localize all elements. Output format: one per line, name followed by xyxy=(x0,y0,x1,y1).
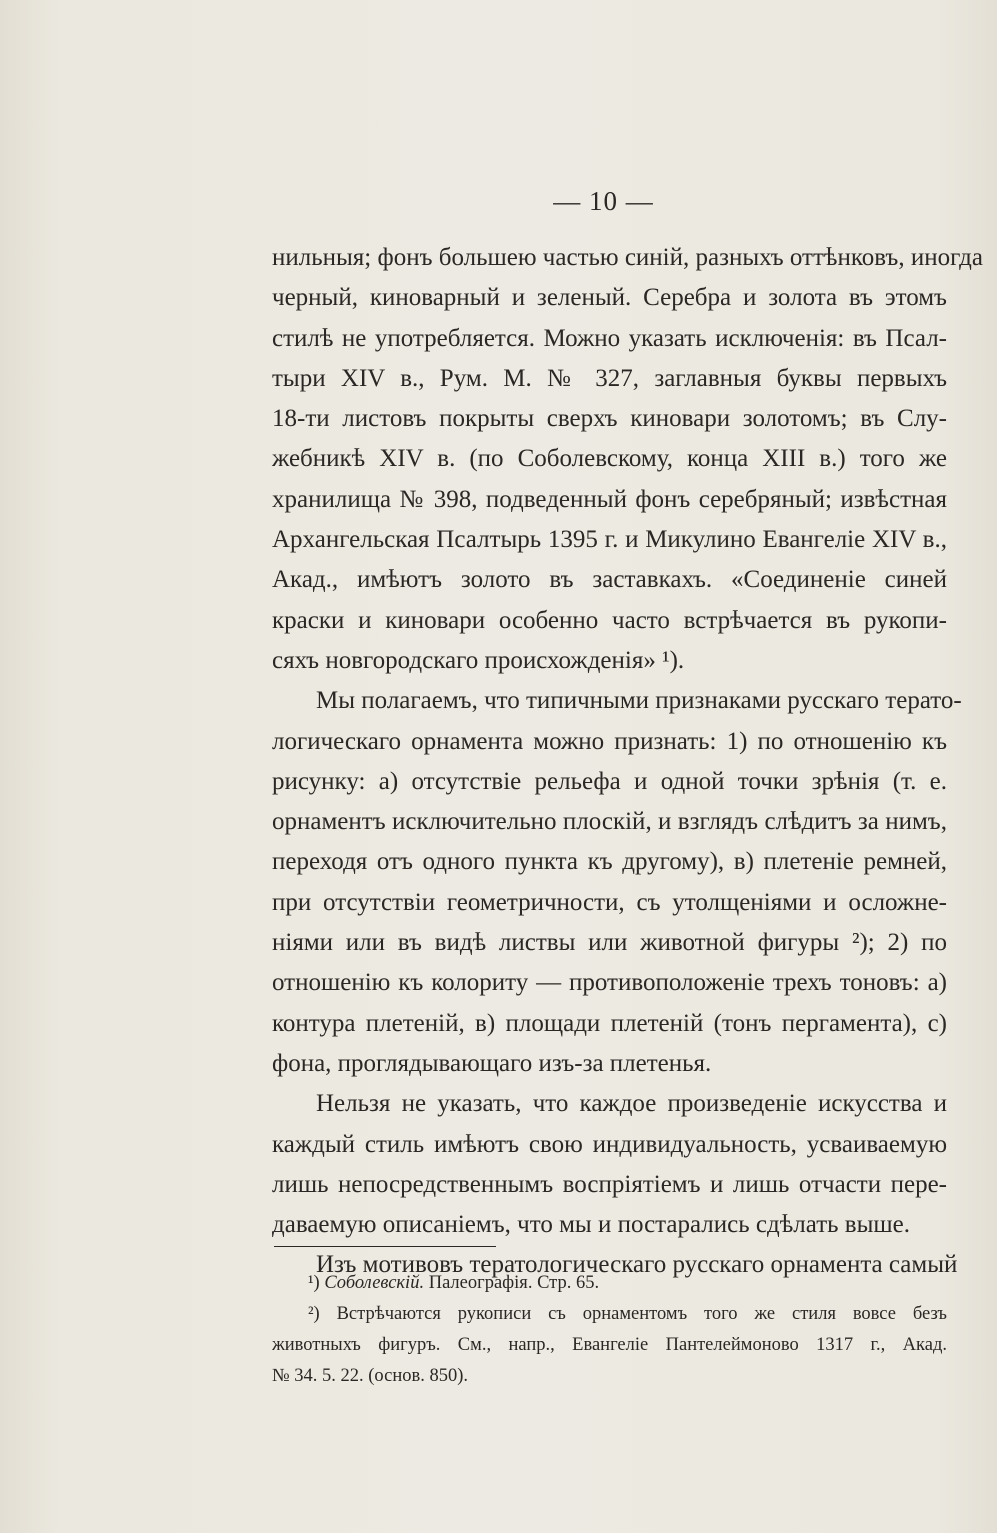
text-line: контура плетеній, в) площади плетеній (тонъ пергамента), с) xyxy=(272,1009,947,1037)
text-line: Архангельская Псалтырь 1395 г. и Микулино Евангеліе XIV в., xyxy=(272,526,947,554)
text-line: тыри XIV в., Рум. М. № 327, заглавныя буквы первыхъ xyxy=(272,364,947,392)
text-line: ніями или въ видѣ листвы или животной фигуры ²); 2) по xyxy=(272,929,947,957)
footnote-text: Палеографія. Стр. 65. xyxy=(428,1273,600,1293)
footnote-line: № 34. 5. 22. (основ. 850). xyxy=(272,1366,469,1386)
text-line: отношенію къ колориту — противоположеніе трехъ тоновъ: а) xyxy=(272,969,947,997)
footnote-marker: ¹) xyxy=(308,1273,320,1293)
footnote-1 xyxy=(272,1268,947,1299)
text-line: каждый стиль имѣютъ свою индивидуальность, усваиваемую xyxy=(272,1130,947,1158)
text-line: 18-ти листовъ покрыты сверхъ киновари золотомъ; въ Слу- xyxy=(272,405,947,433)
text-line: сяхъ новгородскаго происхожденія» ¹). xyxy=(272,646,685,674)
footnote-2 xyxy=(272,1299,947,1330)
text-line: Мы полагаемъ, что типичными признаками русскаго терато- xyxy=(316,687,962,715)
text-line: хранилища № 398, подведенный фонъ серебряный; извѣстная xyxy=(272,485,947,513)
footnotes xyxy=(272,1268,947,1392)
text-line: жебникѣ XIV в. (по Соболевскому, конца XIII в.) того же xyxy=(272,445,947,473)
page-number: — 10 — xyxy=(553,186,654,216)
text-line: фона, проглядывающаго изъ-за плетенья. xyxy=(272,1049,712,1077)
text-line: краски и киновари особенно часто встрѣчается въ рукопи- xyxy=(272,606,947,634)
text-line: Изъ мотивовъ тератологическаго русскаго орнамента самый xyxy=(316,1251,958,1279)
footnote-line: животныхъ фигуръ. См., напр., Евангеліе Пантелеймоново 1317 г., Акад. xyxy=(272,1335,947,1355)
text-line: черный, киноварный и зеленый. Серебра и золота въ этомъ xyxy=(272,284,947,312)
text-line: орнаментъ исключительно плоскій, и взглядъ слѣдитъ за нимъ, xyxy=(272,808,947,836)
footnote-text: Встрѣчаются рукописи съ орнаментомъ того же стиля вовсе безъ xyxy=(336,1304,947,1324)
footnote-marker: ²) xyxy=(308,1304,320,1324)
text-line: стилѣ не употребляется. Можно указать исключенія: въ Псал- xyxy=(272,324,947,352)
text-line: переходя отъ одного пункта къ другому), в) плетеніе ремней, xyxy=(272,848,947,876)
text-line: рисунку: а) отсутствіе рельефа и одной точки зрѣнія (т. е. xyxy=(272,767,947,795)
body-text xyxy=(272,238,983,1286)
footnote-divider xyxy=(274,1246,496,1247)
text-line: Акад., имѣютъ золото въ заставкахъ. «Соединеніе синей xyxy=(272,566,947,594)
text-line: нильныя; фонъ большею частью синій, разныхъ оттѣнковъ, иногда xyxy=(272,244,983,271)
text-line: даваемую описаніемъ, что мы и постарались сдѣлать выше. xyxy=(272,1211,911,1239)
text-line: Нельзя не указать, что каждое произведеніе искусства и xyxy=(316,1090,947,1118)
footnote-author: Соболевскій. xyxy=(324,1273,425,1293)
text-line: логическаго орнамента можно признать: 1) по отношенію къ xyxy=(272,727,947,755)
text-line: при отсутствіи геометричности, съ утолщеніями и осложне- xyxy=(272,888,947,916)
text-line: лишь непосредственнымъ воспріятіемъ и лишь отчасти пере- xyxy=(272,1170,947,1198)
